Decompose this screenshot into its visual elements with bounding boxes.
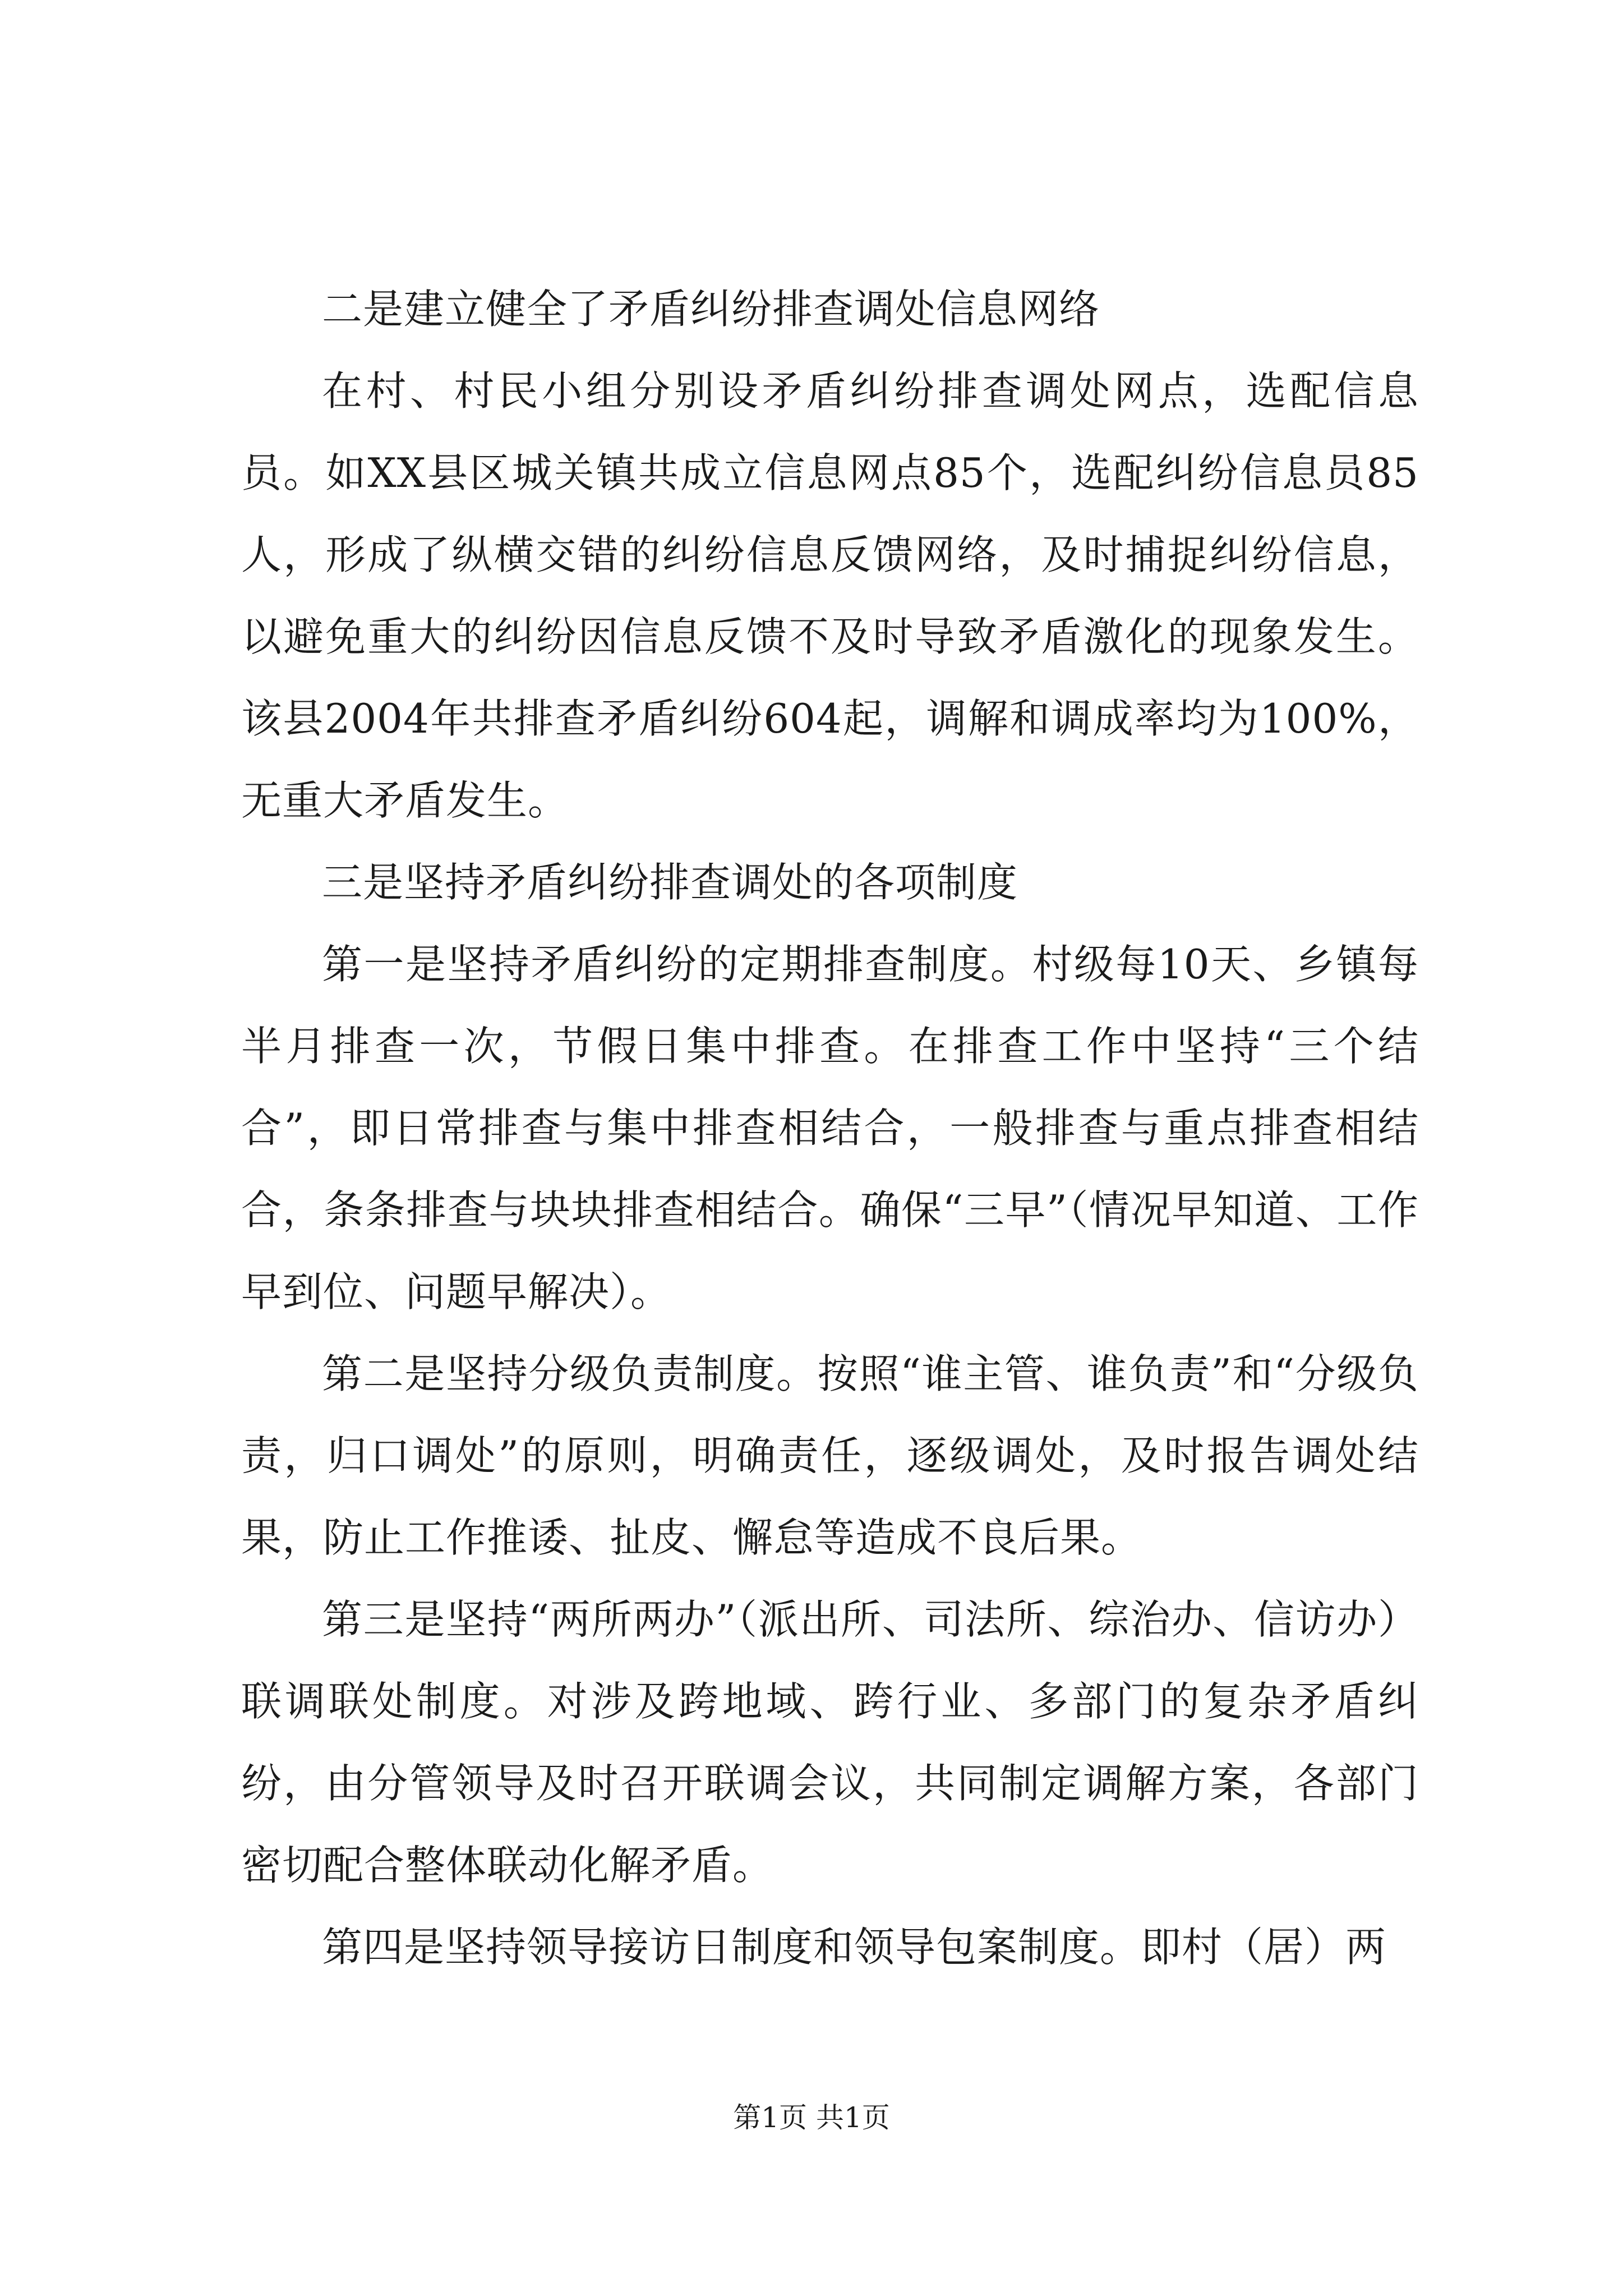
section-heading-2: 二是建立健全了矛盾纠纷排查调处信息网络	[322, 286, 1100, 333]
body-paragraph: 第一是坚持矛盾纠纷的定期排查制度。村级每10天、乡镇每半月排查一次，节假日集中排查。在排查工作中坚持“三个结合”，即日常排查与集中排查相结合，一般排查与重点排查相结合，条条排查与块块排查相结合。确保“三早”（情况早知道、工作早到位、问题早解决）。	[241, 941, 1419, 1315]
section-heading-3: 三是坚持矛盾纠纷排查调处的各项制度	[322, 859, 1018, 906]
page-number-footer: 第1页 共1页	[733, 2101, 890, 2134]
document-body	[241, 268, 1419, 1988]
body-paragraph: 第四是坚持领导接访日制度和领导包案制度。即村（居）两	[322, 1924, 1387, 1971]
body-paragraph: 在村、村民小组分别设矛盾纠纷排查调处网点，选配信息员。如XX县区城关镇共成立信息网点85个，选配纠纷信息员85人，形成了纵横交错的纠纷信息反馈网络，及时捕捉纠纷信息，以避免重大的纠纷因信息反馈不及时导致矛盾激化的现象发生。该县2004年共排查矛盾纠纷604起，调解和调成率均为100%，无重大矛盾发生。	[241, 367, 1419, 824]
body-paragraph: 第二是坚持分级负责制度。按照“谁主管、谁负责”和“分级负责，归口调处”的原则，明确责任，逐级调处，及时报告调处结果，防止工作推诿、扯皮、懈怠等造成不良后果。	[241, 1350, 1419, 1561]
body-paragraph: 第三是坚持“两所两办”（派出所、司法所、综治办、信访办）联调联处制度。对涉及跨地域、跨行业、多部门的复杂矛盾纠纷，由分管领导及时召开联调会议，共同制定调解方案，各部门密切配合整体联动化解矛盾。	[241, 1596, 1419, 1889]
